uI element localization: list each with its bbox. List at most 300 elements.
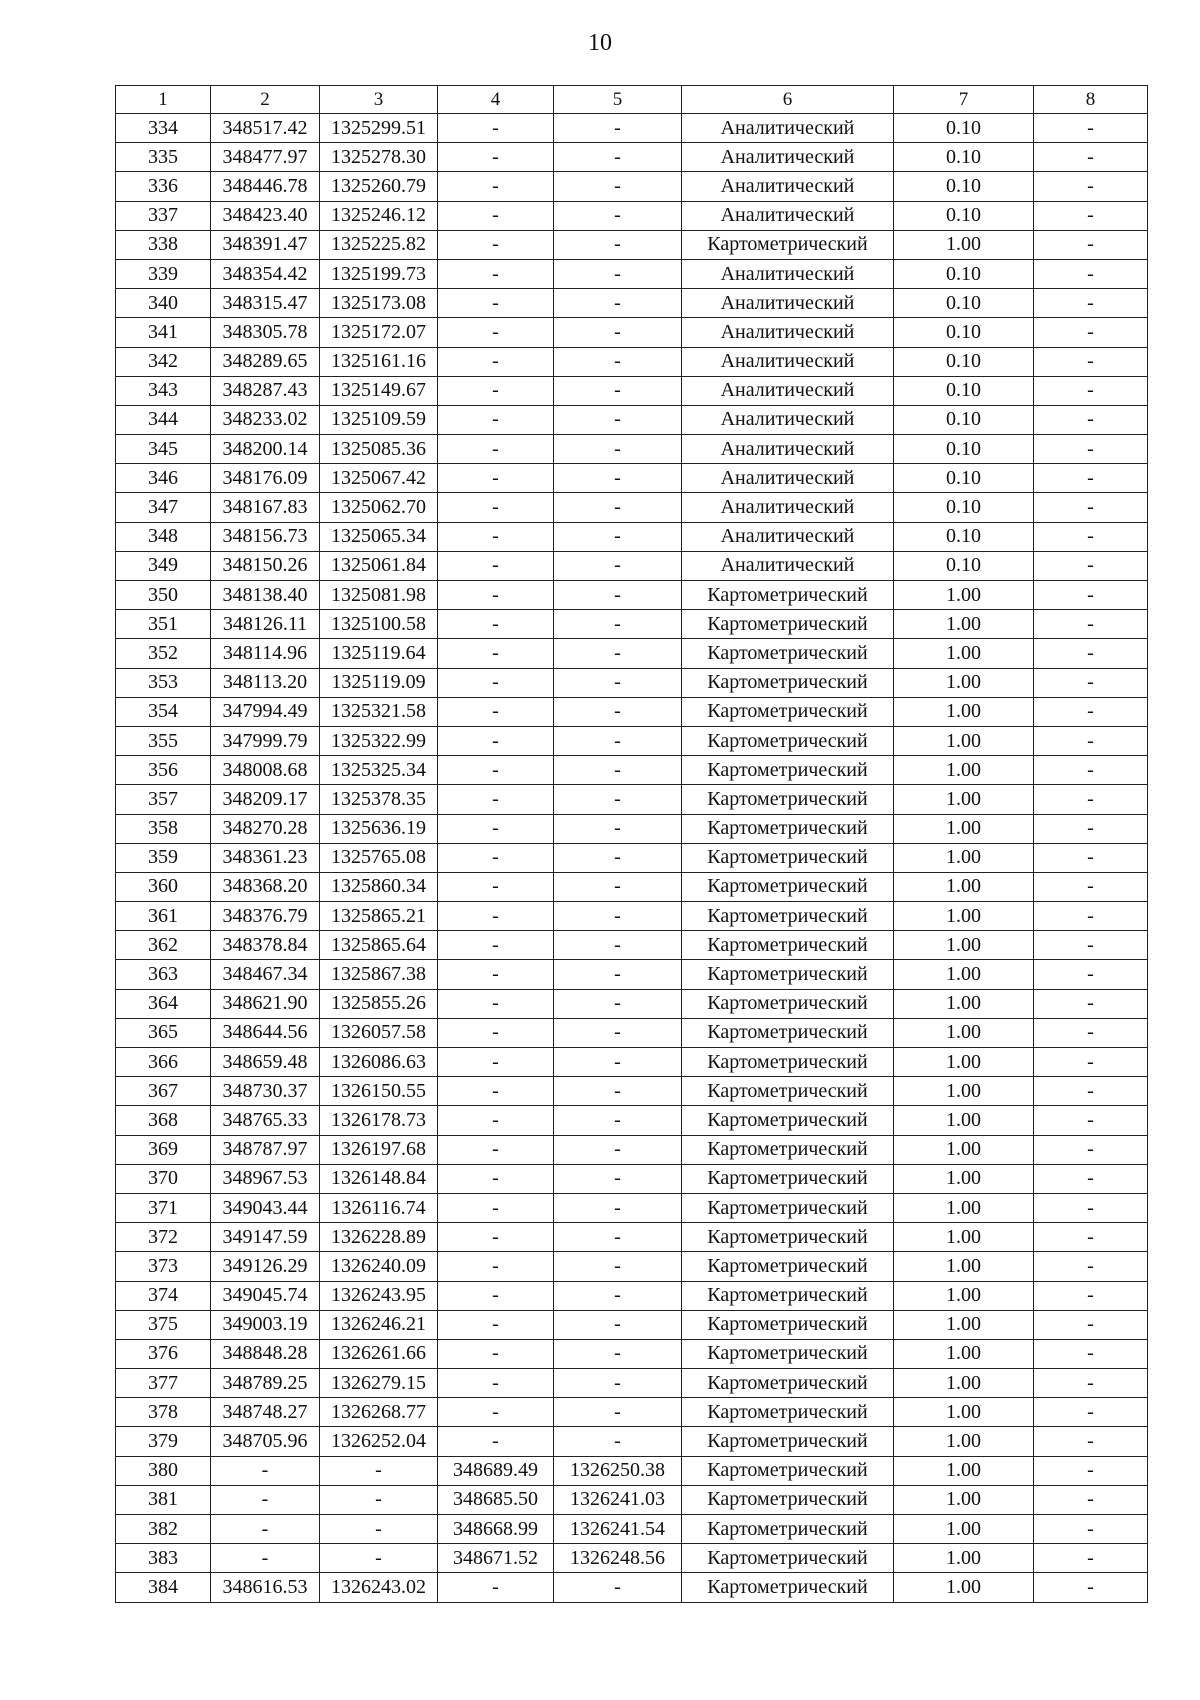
table-cell: 347 — [116, 493, 211, 522]
table-cell: - — [554, 756, 682, 785]
table-cell: 348315.47 — [211, 289, 320, 318]
table-cell: 337 — [116, 201, 211, 230]
table-cell: 1.00 — [894, 1018, 1034, 1047]
table-cell: - — [1034, 1369, 1148, 1398]
table-cell: - — [211, 1515, 320, 1544]
table-cell: 362 — [116, 931, 211, 960]
table-cell: - — [438, 1369, 554, 1398]
table-cell: - — [438, 785, 554, 814]
table-cell: - — [1034, 1106, 1148, 1135]
table-cell: - — [1034, 143, 1148, 172]
table-cell: 1.00 — [894, 1485, 1034, 1514]
table-cell: - — [438, 814, 554, 843]
table-cell: 354 — [116, 697, 211, 726]
table-cell: 1.00 — [894, 581, 1034, 610]
table-row — [116, 201, 1148, 230]
table-cell: Картометрический — [682, 785, 894, 814]
table-cell: 1.00 — [894, 1456, 1034, 1485]
table-cell: 348209.17 — [211, 785, 320, 814]
table-cell: 364 — [116, 989, 211, 1018]
table-cell: Картометрический — [682, 610, 894, 639]
table-cell: - — [554, 230, 682, 259]
table-cell: - — [438, 318, 554, 347]
table-cell: 352 — [116, 639, 211, 668]
table-row — [116, 872, 1148, 901]
table-cell: - — [438, 493, 554, 522]
table-cell: - — [554, 1106, 682, 1135]
table-cell: 365 — [116, 1018, 211, 1047]
table-cell: - — [554, 318, 682, 347]
table-cell: - — [438, 639, 554, 668]
table-cell: 348705.96 — [211, 1427, 320, 1456]
table-cell: Картометрический — [682, 1427, 894, 1456]
table-cell: Аналитический — [682, 522, 894, 551]
table-cell: - — [1034, 1223, 1148, 1252]
table-cell: 348517.42 — [211, 114, 320, 143]
table-cell: 1326268.77 — [320, 1398, 438, 1427]
table-cell: 1326086.63 — [320, 1048, 438, 1077]
table-cell: 1.00 — [894, 697, 1034, 726]
table-cell: - — [1034, 114, 1148, 143]
table-cell: - — [554, 172, 682, 201]
table-cell: - — [438, 960, 554, 989]
table-cell: - — [438, 201, 554, 230]
table-cell: 0.10 — [894, 376, 1034, 405]
table-cell: 359 — [116, 843, 211, 872]
table-cell: 348150.26 — [211, 551, 320, 580]
table-cell: - — [554, 785, 682, 814]
table-cell: Картометрический — [682, 1515, 894, 1544]
table-cell: 348848.28 — [211, 1339, 320, 1368]
table-cell: 1.00 — [894, 610, 1034, 639]
table-cell: - — [1034, 1135, 1148, 1164]
table-cell: 1326246.21 — [320, 1310, 438, 1339]
table-cell: - — [554, 551, 682, 580]
table-row — [116, 1135, 1148, 1164]
table-cell: - — [554, 610, 682, 639]
table-cell: 348 — [116, 522, 211, 551]
table-cell: 348616.53 — [211, 1573, 320, 1602]
table-row — [116, 1456, 1148, 1485]
table-cell: 1.00 — [894, 230, 1034, 259]
table-cell: - — [1034, 1164, 1148, 1193]
table-cell: 348354.42 — [211, 259, 320, 288]
table-cell: - — [438, 143, 554, 172]
table-cell: 0.10 — [894, 464, 1034, 493]
table-cell: 1.00 — [894, 1427, 1034, 1456]
table-row — [116, 756, 1148, 785]
table-cell: - — [438, 522, 554, 551]
table-cell: - — [554, 1077, 682, 1106]
table-cell: 1326243.02 — [320, 1573, 438, 1602]
table-cell: Картометрический — [682, 1164, 894, 1193]
table-cell: 349147.59 — [211, 1223, 320, 1252]
table-cell: 349045.74 — [211, 1281, 320, 1310]
table-row — [116, 1018, 1148, 1047]
table-cell: 348200.14 — [211, 435, 320, 464]
table-row — [116, 289, 1148, 318]
table-cell: 1.00 — [894, 1369, 1034, 1398]
column-header-6: 6 — [682, 86, 894, 114]
table-cell: 1.00 — [894, 1515, 1034, 1544]
table-cell: 348621.90 — [211, 989, 320, 1018]
table-cell: 348671.52 — [438, 1544, 554, 1573]
table-cell: Картометрический — [682, 1369, 894, 1398]
table-cell: - — [1034, 230, 1148, 259]
table-cell: 346 — [116, 464, 211, 493]
table-row — [116, 493, 1148, 522]
table-row — [116, 785, 1148, 814]
table-cell: - — [554, 843, 682, 872]
table-cell: - — [438, 1310, 554, 1339]
table-cell: - — [554, 464, 682, 493]
table-cell: 340 — [116, 289, 211, 318]
table-row — [116, 1193, 1148, 1222]
table-cell: - — [1034, 1193, 1148, 1222]
table-cell: Картометрический — [682, 843, 894, 872]
table-cell: 1.00 — [894, 1223, 1034, 1252]
table-cell: 349043.44 — [211, 1193, 320, 1222]
table-cell: 1325119.64 — [320, 639, 438, 668]
table-cell: 1326240.09 — [320, 1252, 438, 1281]
table-row — [116, 1048, 1148, 1077]
table-cell: 0.10 — [894, 435, 1034, 464]
table-cell: - — [438, 347, 554, 376]
table-cell: Картометрический — [682, 1106, 894, 1135]
table-cell: 348167.83 — [211, 493, 320, 522]
table-cell: - — [438, 1077, 554, 1106]
table-row — [116, 1281, 1148, 1310]
table-cell: - — [554, 1223, 682, 1252]
table-cell: - — [438, 872, 554, 901]
table-cell: 1325067.42 — [320, 464, 438, 493]
table-row — [116, 1077, 1148, 1106]
table-cell: Аналитический — [682, 435, 894, 464]
table-cell: 1.00 — [894, 785, 1034, 814]
table-cell: 342 — [116, 347, 211, 376]
table-cell: 1326243.95 — [320, 1281, 438, 1310]
table-cell: 0.10 — [894, 493, 1034, 522]
table-row — [116, 522, 1148, 551]
table-row — [116, 843, 1148, 872]
table-cell: - — [438, 697, 554, 726]
table-cell: 1.00 — [894, 843, 1034, 872]
table-cell: - — [1034, 902, 1148, 931]
table-cell: 0.10 — [894, 201, 1034, 230]
table-cell: - — [1034, 1427, 1148, 1456]
table-cell: Картометрический — [682, 697, 894, 726]
table-cell: - — [1034, 1077, 1148, 1106]
table-cell: Аналитический — [682, 376, 894, 405]
table-cell: - — [1034, 259, 1148, 288]
table-cell: - — [554, 1018, 682, 1047]
table-cell: 377 — [116, 1369, 211, 1398]
table-cell: 348748.27 — [211, 1398, 320, 1427]
table-cell: 348689.49 — [438, 1456, 554, 1485]
table-row — [116, 1310, 1148, 1339]
table-cell: - — [1034, 522, 1148, 551]
table-cell: Картометрический — [682, 989, 894, 1018]
table-cell: - — [438, 726, 554, 755]
table-cell: - — [554, 581, 682, 610]
table-cell: 1325865.64 — [320, 931, 438, 960]
table-cell: - — [1034, 201, 1148, 230]
table-cell: 348668.99 — [438, 1515, 554, 1544]
table-cell: 349126.29 — [211, 1252, 320, 1281]
table-cell: 1325173.08 — [320, 289, 438, 318]
table-row — [116, 989, 1148, 1018]
table-cell: 1326250.38 — [554, 1456, 682, 1485]
table-row — [116, 172, 1148, 201]
table-cell: - — [1034, 1544, 1148, 1573]
table-cell: 0.10 — [894, 114, 1034, 143]
table-cell: 348156.73 — [211, 522, 320, 551]
table-cell: 348659.48 — [211, 1048, 320, 1077]
table-cell: Аналитический — [682, 493, 894, 522]
table-cell: 371 — [116, 1193, 211, 1222]
table-cell: Картометрический — [682, 1544, 894, 1573]
table-cell: - — [438, 1048, 554, 1077]
table-cell: 373 — [116, 1252, 211, 1281]
table-row — [116, 1427, 1148, 1456]
table-cell: - — [438, 610, 554, 639]
table-cell: - — [1034, 931, 1148, 960]
table-cell: 1325636.19 — [320, 814, 438, 843]
table-cell: - — [554, 347, 682, 376]
table-row — [116, 1252, 1148, 1281]
table-cell: - — [438, 989, 554, 1018]
table-cell: 348114.96 — [211, 639, 320, 668]
table-cell: - — [1034, 376, 1148, 405]
table-cell: - — [554, 1398, 682, 1427]
table-row — [116, 1398, 1148, 1427]
table-cell: - — [554, 931, 682, 960]
table-row — [116, 668, 1148, 697]
table-cell: Картометрический — [682, 726, 894, 755]
table-cell: - — [554, 1427, 682, 1456]
table-cell: Картометрический — [682, 1018, 894, 1047]
table-cell: 1325065.34 — [320, 522, 438, 551]
table-cell: 0.10 — [894, 522, 1034, 551]
table-cell: - — [320, 1456, 438, 1485]
column-header-3: 3 — [320, 86, 438, 114]
table-cell: 1.00 — [894, 1135, 1034, 1164]
table-cell: 351 — [116, 610, 211, 639]
table-row — [116, 1106, 1148, 1135]
table-cell: - — [320, 1515, 438, 1544]
table-cell: 375 — [116, 1310, 211, 1339]
table-cell: 341 — [116, 318, 211, 347]
table-cell: 1325225.82 — [320, 230, 438, 259]
table-cell: - — [554, 872, 682, 901]
table-cell: - — [554, 405, 682, 434]
table-row — [116, 726, 1148, 755]
table-cell: 369 — [116, 1135, 211, 1164]
table-cell: 348233.02 — [211, 405, 320, 434]
table-cell: 348685.50 — [438, 1485, 554, 1514]
table-cell: 349 — [116, 551, 211, 580]
table-cell: - — [554, 726, 682, 755]
table-cell: - — [1034, 551, 1148, 580]
table-row — [116, 610, 1148, 639]
column-header-5: 5 — [554, 86, 682, 114]
table-cell: - — [1034, 172, 1148, 201]
table-cell: - — [1034, 960, 1148, 989]
table-cell: 347999.79 — [211, 726, 320, 755]
table-row — [116, 376, 1148, 405]
table-cell: 379 — [116, 1427, 211, 1456]
table-row — [116, 464, 1148, 493]
table-cell: - — [1034, 1281, 1148, 1310]
table-cell: - — [438, 902, 554, 931]
table-cell: 348644.56 — [211, 1018, 320, 1047]
table-cell: - — [1034, 872, 1148, 901]
table-cell: Аналитический — [682, 405, 894, 434]
table-cell: 378 — [116, 1398, 211, 1427]
table-cell: 1.00 — [894, 1048, 1034, 1077]
table-cell: 335 — [116, 143, 211, 172]
table-cell: 367 — [116, 1077, 211, 1106]
table-cell: 345 — [116, 435, 211, 464]
table-cell: 348477.97 — [211, 143, 320, 172]
table-cell: 1.00 — [894, 931, 1034, 960]
table-cell: - — [438, 230, 554, 259]
table-row — [116, 1339, 1148, 1368]
table-cell: - — [554, 697, 682, 726]
table-cell: 348789.25 — [211, 1369, 320, 1398]
table-cell: 360 — [116, 872, 211, 901]
table-cell: 1.00 — [894, 1252, 1034, 1281]
table-cell: - — [554, 522, 682, 551]
table-cell: Картометрический — [682, 1339, 894, 1368]
table-cell: 1.00 — [894, 1398, 1034, 1427]
table-cell: 1.00 — [894, 1339, 1034, 1368]
table-cell: Картометрический — [682, 1573, 894, 1602]
table-cell: Аналитический — [682, 143, 894, 172]
table-cell: 348138.40 — [211, 581, 320, 610]
table-cell: 1325325.34 — [320, 756, 438, 785]
table-cell: - — [438, 551, 554, 580]
table-cell: - — [554, 1193, 682, 1222]
table-cell: 1.00 — [894, 1573, 1034, 1602]
table-cell: 1325867.38 — [320, 960, 438, 989]
coordinates-table — [115, 85, 1148, 1603]
table-cell: 336 — [116, 172, 211, 201]
table-cell: - — [554, 668, 682, 697]
table-cell: Картометрический — [682, 1398, 894, 1427]
table-cell: 1325321.58 — [320, 697, 438, 726]
table-cell: Аналитический — [682, 289, 894, 318]
page-number: 10 — [588, 30, 612, 56]
table-cell: 382 — [116, 1515, 211, 1544]
table-cell: 1325172.07 — [320, 318, 438, 347]
table-cell: 339 — [116, 259, 211, 288]
table-cell: 348008.68 — [211, 756, 320, 785]
table-cell: - — [438, 289, 554, 318]
table-row — [116, 1515, 1148, 1544]
table-cell: - — [438, 114, 554, 143]
table-cell: - — [211, 1544, 320, 1573]
table-cell: 348289.65 — [211, 347, 320, 376]
table-cell: Картометрический — [682, 1077, 894, 1106]
table-cell: 368 — [116, 1106, 211, 1135]
table-cell: 348361.23 — [211, 843, 320, 872]
table-cell: - — [1034, 697, 1148, 726]
table-cell: 350 — [116, 581, 211, 610]
table-cell: 1326228.89 — [320, 1223, 438, 1252]
column-header-4: 4 — [438, 86, 554, 114]
table-cell: 348376.79 — [211, 902, 320, 931]
table-cell: 1325062.70 — [320, 493, 438, 522]
table-cell: 0.10 — [894, 318, 1034, 347]
table-cell: 1325322.99 — [320, 726, 438, 755]
table-cell: - — [554, 1573, 682, 1602]
table-cell: 0.10 — [894, 551, 1034, 580]
table-cell: - — [438, 668, 554, 697]
table-cell: Картометрический — [682, 960, 894, 989]
table-cell: 1.00 — [894, 1106, 1034, 1135]
table-cell: Картометрический — [682, 931, 894, 960]
table-row — [116, 347, 1148, 376]
table-row — [116, 902, 1148, 931]
table-cell: - — [438, 1135, 554, 1164]
table-row — [116, 960, 1148, 989]
table-cell: Картометрический — [682, 1281, 894, 1310]
table-cell: 348446.78 — [211, 172, 320, 201]
table-cell: Картометрический — [682, 639, 894, 668]
table-cell: - — [438, 843, 554, 872]
table-cell: - — [320, 1544, 438, 1573]
table-cell: - — [1034, 1310, 1148, 1339]
table-cell: - — [1034, 581, 1148, 610]
table-cell: - — [438, 1223, 554, 1252]
table-cell: 357 — [116, 785, 211, 814]
table-cell: - — [438, 376, 554, 405]
table-cell: Картометрический — [682, 902, 894, 931]
table-cell: 0.10 — [894, 405, 1034, 434]
table-cell: 349003.19 — [211, 1310, 320, 1339]
table-cell: Картометрический — [682, 1135, 894, 1164]
table-cell: 1326252.04 — [320, 1427, 438, 1456]
table-cell: - — [1034, 1252, 1148, 1281]
table-row — [116, 814, 1148, 843]
table-cell: - — [438, 581, 554, 610]
table-row — [116, 551, 1148, 580]
table-cell: - — [1034, 347, 1148, 376]
table-cell: 370 — [116, 1164, 211, 1193]
table-cell: - — [1034, 1456, 1148, 1485]
table-cell: - — [438, 172, 554, 201]
table-cell: 0.10 — [894, 259, 1034, 288]
table-cell: 1.00 — [894, 1077, 1034, 1106]
table-cell: 380 — [116, 1456, 211, 1485]
table-cell: 374 — [116, 1281, 211, 1310]
table-cell: 348467.34 — [211, 960, 320, 989]
table-cell: Аналитический — [682, 172, 894, 201]
table-row — [116, 405, 1148, 434]
table-cell: - — [320, 1485, 438, 1514]
table-cell: - — [554, 639, 682, 668]
table-cell: 1.00 — [894, 756, 1034, 785]
column-header-1: 1 — [116, 86, 211, 114]
table-row — [116, 1544, 1148, 1573]
table-cell: Аналитический — [682, 259, 894, 288]
table-row — [116, 697, 1148, 726]
table-cell: Аналитический — [682, 201, 894, 230]
table-cell: Картометрический — [682, 581, 894, 610]
table-cell: 1326148.84 — [320, 1164, 438, 1193]
table-cell: 1326261.66 — [320, 1339, 438, 1368]
